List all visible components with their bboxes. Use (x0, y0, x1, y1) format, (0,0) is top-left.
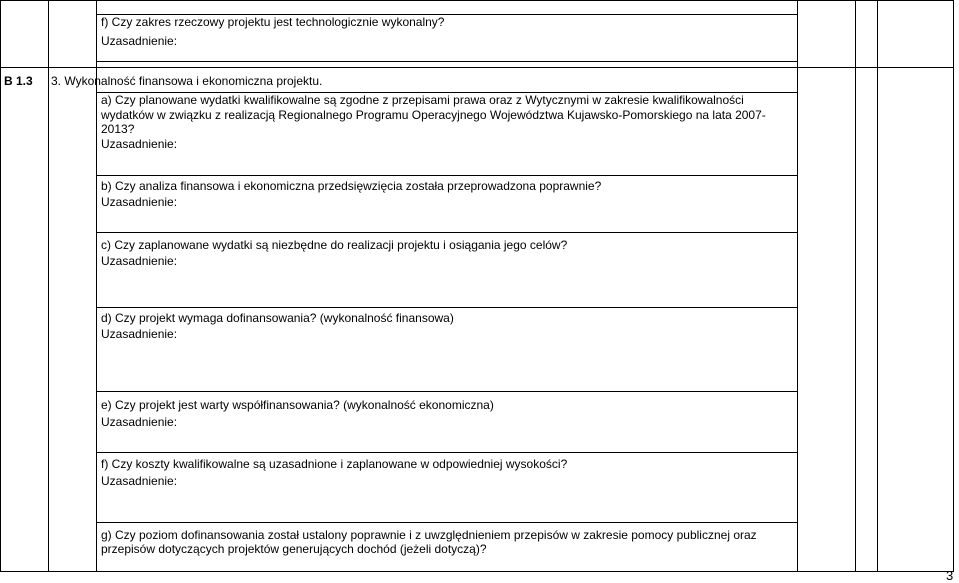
question-text: g) Czy poziom dofinansowania został ustalony poprawnie i z uwzględnieniem przepisów w zakresie pomocy publicznej oraz (101, 528, 757, 542)
box-line (96, 391, 798, 392)
page-number: 3 (946, 568, 954, 583)
table-divider-code (48, 0, 49, 572)
question-box-right (797, 0, 798, 572)
table-border-bottom (0, 571, 954, 572)
justification-label: Uzasadnienie: (101, 254, 178, 268)
table-divider-right-2 (877, 0, 878, 572)
question-text: wydatków w związku z realizacją Regionalnego Programu Operacyjnego Województwa Kujawsko-Pomorskiego na lata 2007- (101, 108, 766, 122)
question-text: a) Czy planowane wydatki kwalifikowalne są zgodne z przepisami prawa oraz z Wytycznymi w zakresie kwalifikowalności (101, 93, 744, 107)
justification-label: Uzasadnienie: (101, 415, 178, 429)
question-text: 2013? (101, 122, 135, 136)
box-line (96, 307, 798, 308)
table-border-top (0, 0, 954, 1)
question-text: przepisów dotyczących projektów generujących dochód (jeżeli dotyczą)? (101, 542, 487, 556)
question-text: f) Czy zakres rzeczowy projektu jest technologicznie wykonalny? (101, 15, 445, 29)
question-text: f) Czy koszty kwalifikowalne są uzasadnione i zaplanowane w odpowiedniej wysokości? (101, 457, 568, 471)
question-text: c) Czy zaplanowane wydatki są niezbędne do realizacji projektu i osiągania jego celów? (101, 238, 568, 252)
justification-label: Uzasadnienie: (101, 474, 178, 488)
box-line (96, 61, 798, 62)
box-line (96, 522, 798, 523)
justification-label: Uzasadnienie: (101, 195, 178, 209)
box-line (96, 175, 798, 176)
question-text: b) Czy analiza finansowa i ekonomiczna przedsięwzięcia została przeprowadzona poprawnie? (101, 179, 602, 193)
question-text: d) Czy projekt wymaga dofinansowania? (wykonalność finansowa) (101, 311, 454, 325)
table-border-left (0, 0, 1, 572)
justification-label: Uzasadnienie: (101, 327, 178, 341)
question-text: e) Czy projekt jest warty współfinansowania? (wykonalność ekonomiczna) (101, 398, 494, 412)
justification-label: Uzasadnienie: (101, 34, 178, 48)
justification-label: Uzasadnienie: (101, 137, 178, 151)
table-border-right (953, 0, 954, 572)
section-separator (0, 67, 954, 68)
section-title: 3. Wykonalność finansowa i ekonomiczna projektu. (51, 74, 323, 88)
table-divider-right-1 (855, 0, 856, 572)
box-line (96, 452, 798, 453)
section-code: B 1.3 (4, 74, 33, 88)
box-line (96, 232, 798, 233)
